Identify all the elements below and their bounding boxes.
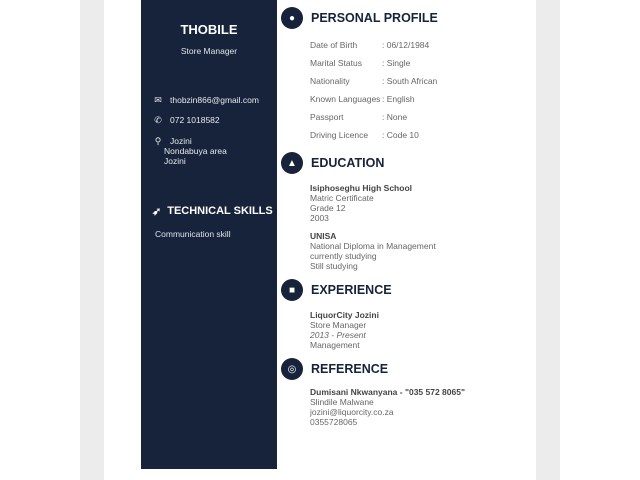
experience-item: LiquorCity Jozini Store Manager 2013 - Present Management bbox=[310, 310, 379, 350]
education-item: UNISA National Diploma in Management currently studying Still studying bbox=[310, 231, 436, 271]
email-contact: ✉ thobzin866@gmail.com bbox=[152, 95, 259, 106]
profile-row: Known Languages : English bbox=[310, 94, 415, 104]
personal-profile-heading: ● PERSONAL PROFILE bbox=[281, 7, 438, 29]
map-pin-icon: ⚲ bbox=[154, 136, 162, 146]
profile-row: Driving Licence : Code 10 bbox=[310, 130, 419, 140]
education-item: Isiphoseghu High School Matric Certificate Grade 12 2003 bbox=[310, 183, 412, 223]
education-heading: ▲ EDUCATION bbox=[281, 152, 384, 174]
sidebar bbox=[141, 0, 277, 469]
phone-contact: ✆ 072 1018582 bbox=[152, 115, 220, 126]
profile-row: Passport : None bbox=[310, 112, 408, 122]
reference-heading: ◎ REFERENCE bbox=[281, 358, 388, 380]
profile-row: Date of Birth : 06/12/1984 bbox=[310, 40, 430, 50]
graduation-cap-icon: ▲ bbox=[281, 152, 303, 174]
phone-icon: ✆ bbox=[154, 115, 162, 125]
envelope-icon: ✉ bbox=[154, 95, 162, 105]
rocket-icon: ➶ bbox=[152, 206, 162, 218]
profile-row: Nationality : South African bbox=[310, 76, 438, 86]
handshake-icon: ◎ bbox=[281, 358, 303, 380]
skills-heading: ➶ TECHNICAL SKILLS bbox=[152, 205, 273, 218]
experience-heading: ■ EXPERIENCE bbox=[281, 279, 392, 301]
person-name: THOBILE bbox=[180, 22, 238, 37]
briefcase-icon: ■ bbox=[281, 279, 303, 301]
user-icon: ● bbox=[281, 7, 303, 29]
skill-item: Communication skill bbox=[155, 229, 231, 239]
reference-item: Dumisani Nkwanyana - "035 572 8065" Slindile Malwane jozini@liquorcity.co.za 0355728065 bbox=[310, 387, 466, 427]
address-contact: ⚲ Jozini Nondabuya area Jozini bbox=[152, 136, 227, 166]
profile-row: Marital Status : Single bbox=[310, 58, 411, 68]
person-role: Store Manager bbox=[180, 46, 238, 56]
